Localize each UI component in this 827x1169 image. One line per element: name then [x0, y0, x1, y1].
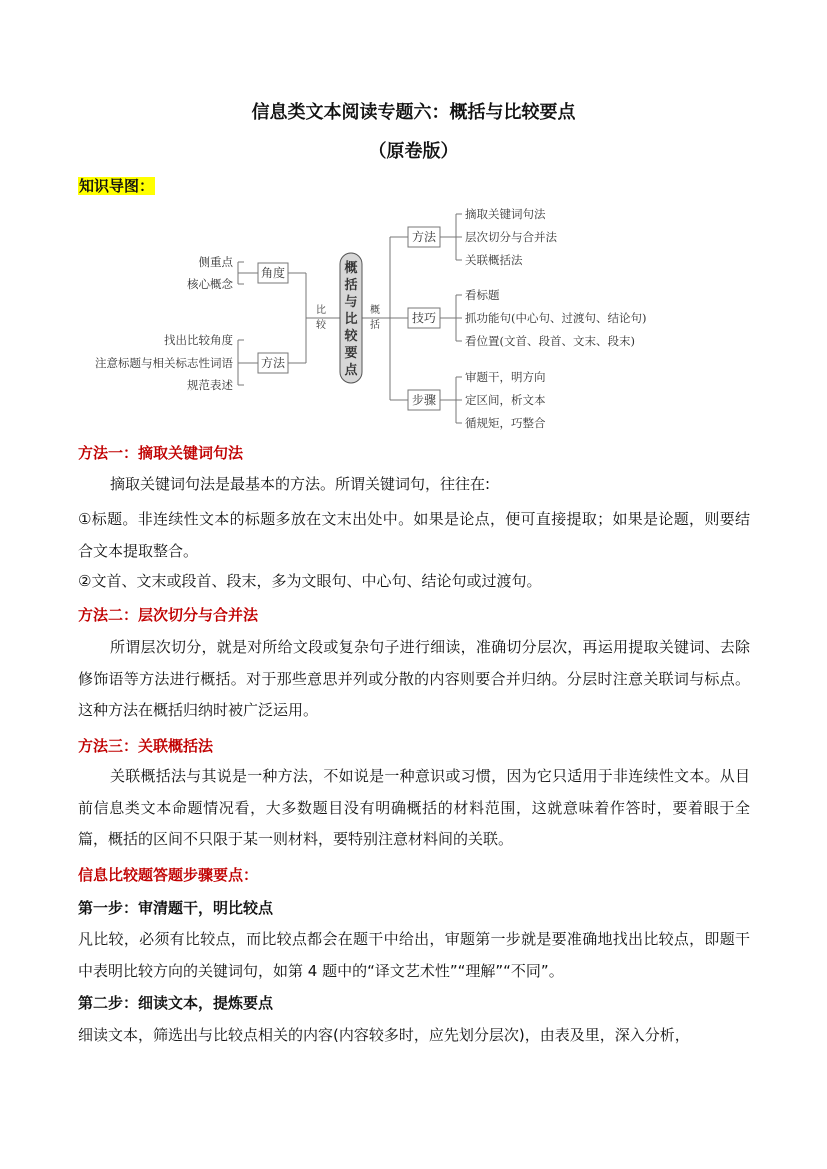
step1-paragraph: 凡比较，必须有比较点，而比较点都会在题干中给出，审题第一步就是要准确地找出比较点，即题干中表明比较方向的关键词句，如第 4 题中的“译文艺术性”“理解”“不同”。	[78, 930, 750, 980]
center-char: 概	[344, 261, 358, 276]
left-item: 侧重点	[198, 255, 233, 269]
left-item: 注意标题与相关标志性词语	[95, 356, 233, 370]
left-item: 找出比较角度	[164, 333, 233, 347]
center-char: 括	[344, 278, 358, 293]
summarize-label: 括	[370, 320, 380, 331]
method1-paragraph: 摘取关键词句法是最基本的方法。所谓关键词句，往往在:	[110, 475, 491, 493]
right-group-label-method: 方法	[411, 230, 437, 244]
method2-heading: 方法二：层次切分与合并法	[78, 606, 259, 624]
center-char: 比	[344, 312, 358, 327]
method3-paragraph: 关联概括法与其说是一种方法，不如说是一种意识或习惯，因为它只适用于非连续性文本。从目前信息类文本命题情况看，大多数题目没有明确概括的材料范围，这就意味着作答时，要着眼于全篇，概括的区间不只限于某一则材料，要特别注意材料间的关联。	[78, 767, 750, 848]
compare-label: 比	[316, 305, 326, 316]
center-char: 与	[344, 295, 358, 310]
method2-paragraph: 所谓层次切分，就是对所给文段或复杂句子进行细读，准确切分层次，再运用提取关键词、去除修饰语等方法进行概括。对于那些意思并列或分散的内容则要合并归纳。分层时注意关联词与标点。这种方法在概括归纳时被广泛运用。	[78, 638, 750, 719]
summarize-label: 概	[370, 305, 380, 316]
compare-label: 较	[316, 320, 326, 331]
right-item: 关联概括法	[465, 253, 523, 267]
center-char: 较	[344, 329, 358, 344]
right-item: 看位置(文首、段首、文末、段末)	[465, 334, 635, 348]
left-item: 核心概念	[187, 277, 233, 291]
method3-heading: 方法三：关联概括法	[78, 737, 214, 755]
page-subtitle: （原卷版）	[368, 141, 459, 162]
step2-paragraph: 细读文本，筛选出与比较点相关的内容(内容较多时，应先划分层次)，由表及里，深入分析，	[78, 1026, 690, 1044]
right-item: 摘取关键词句法	[465, 207, 546, 221]
mindmap-heading	[78, 175, 155, 196]
page-title: 信息类文本阅读专题六：概括与比较要点	[251, 102, 576, 123]
right-item: 层次切分与合并法	[465, 230, 557, 244]
method1-item-2: ②文首、文末或段首、段末，多为文眼句、中心句、结论句或过渡句。	[78, 572, 542, 590]
right-group-label-skill: 技巧	[411, 311, 437, 325]
right-item: 看标题	[465, 288, 500, 302]
mind-map-diagram	[0, 195, 827, 440]
right-item: 循规矩，巧整合	[465, 416, 546, 430]
step1-heading: 第一步：审清题干，明比较点	[78, 899, 274, 917]
mindmap-label: 知识导图：	[79, 177, 155, 195]
right-item: 审题干，明方向	[465, 370, 546, 384]
method1-heading: 方法一：摘取关键词句法	[78, 444, 244, 462]
method1-item-1: ①标题。非连续性文本的标题多放在文末出处中。如果是论点，便可直接提取；如果是论题，则要结合文本提取整合。	[78, 510, 750, 560]
center-char: 点	[344, 363, 358, 378]
center-char: 要	[344, 346, 358, 361]
right-group-label-steps: 步骤	[411, 393, 437, 407]
left-item: 规范表述	[187, 378, 233, 392]
steps-heading: 信息比较题答题步骤要点：	[78, 866, 259, 884]
left-group-label-angle: 角度	[260, 266, 286, 280]
right-item: 定区间，析文本	[465, 393, 546, 407]
step2-heading: 第二步：细读文本，提炼要点	[78, 994, 274, 1012]
right-item: 抓功能句(中心句、过渡句、结论句)	[465, 311, 647, 325]
left-group-label-method: 方法	[260, 356, 286, 370]
center-node-label	[343, 260, 358, 378]
